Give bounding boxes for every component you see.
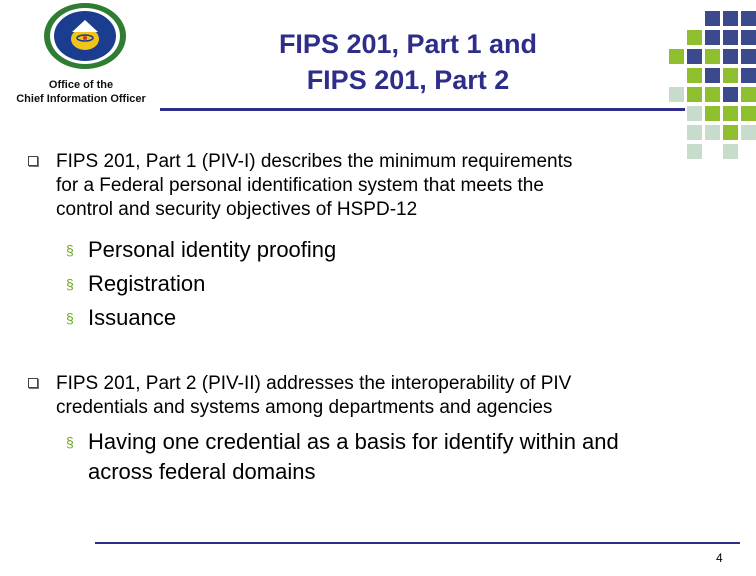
grid-square bbox=[705, 125, 720, 140]
grid-square bbox=[723, 30, 738, 45]
grid-square bbox=[705, 11, 720, 26]
sub-bullet-icon: § bbox=[66, 434, 74, 450]
office-line-2: Chief Information Officer bbox=[16, 93, 146, 105]
grid-square bbox=[723, 11, 738, 26]
grid-square bbox=[687, 49, 702, 64]
grid-square bbox=[723, 49, 738, 64]
sub-item bbox=[66, 233, 336, 267]
grid-square bbox=[723, 87, 738, 102]
grid-square bbox=[705, 30, 720, 45]
square-bullet-icon bbox=[28, 378, 38, 388]
grid-square bbox=[705, 49, 720, 64]
paragraph-2-line-1: FIPS 201, Part 2 (PIV-II) addresses the interoperability of PIV bbox=[56, 373, 572, 394]
grid-square bbox=[687, 68, 702, 83]
sub-item-text: Registration bbox=[88, 271, 206, 296]
grid-square bbox=[741, 68, 756, 83]
sub-bullet-icon: § bbox=[66, 310, 74, 326]
grid-square bbox=[705, 87, 720, 102]
sub-bullet-icon: § bbox=[66, 242, 74, 258]
square-bullet-icon bbox=[28, 156, 38, 166]
sub-item bbox=[66, 267, 336, 301]
decorative-square-grid bbox=[0, 0, 756, 170]
title-line-1: FIPS 201, Part 1 and bbox=[278, 29, 538, 59]
grid-square bbox=[687, 87, 702, 102]
page-number: 4 bbox=[716, 551, 723, 565]
grid-square bbox=[723, 125, 738, 140]
bullet-paragraph-1 bbox=[56, 150, 572, 222]
office-line-1: Office of the bbox=[48, 79, 114, 91]
paragraph-1-line-3: control and security objectives of HSPD-12 bbox=[56, 199, 418, 220]
sub-item-continuation: across federal domains bbox=[88, 459, 316, 484]
paragraph-2-line-2: credentials and systems among departments and agencies bbox=[56, 397, 553, 418]
sub-item-text: Personal identity proofing bbox=[88, 237, 337, 262]
grid-square bbox=[669, 87, 684, 102]
sub-list-1 bbox=[66, 233, 336, 335]
grid-square bbox=[741, 106, 756, 121]
title-line-2: FIPS 201, Part 2 bbox=[306, 65, 510, 95]
grid-square bbox=[705, 106, 720, 121]
grid-square bbox=[741, 87, 756, 102]
paragraph-1-line-1: FIPS 201, Part 1 (PIV-I) describes the minimum requirements bbox=[56, 151, 573, 172]
grid-square bbox=[741, 11, 756, 26]
grid-square bbox=[705, 68, 720, 83]
grid-square bbox=[687, 106, 702, 121]
grid-square bbox=[741, 30, 756, 45]
sub-item-text: Issuance bbox=[88, 305, 177, 330]
grid-square bbox=[687, 125, 702, 140]
grid-square bbox=[669, 49, 684, 64]
sub-item bbox=[66, 427, 619, 457]
footer-divider bbox=[95, 542, 740, 544]
grid-square bbox=[687, 144, 702, 159]
paragraph-1-line-2: for a Federal personal identification system that meets the bbox=[56, 175, 544, 196]
grid-square bbox=[741, 125, 756, 140]
sub-item-text: Having one credential as a basis for identify within and bbox=[88, 429, 619, 454]
grid-square bbox=[687, 30, 702, 45]
grid-square bbox=[723, 106, 738, 121]
grid-square bbox=[723, 68, 738, 83]
sub-item bbox=[66, 301, 336, 335]
sub-bullet-icon: § bbox=[66, 276, 74, 292]
bullet-paragraph-2 bbox=[56, 372, 571, 420]
grid-square bbox=[723, 144, 738, 159]
sub-list-2 bbox=[66, 427, 619, 487]
grid-square bbox=[741, 49, 756, 64]
